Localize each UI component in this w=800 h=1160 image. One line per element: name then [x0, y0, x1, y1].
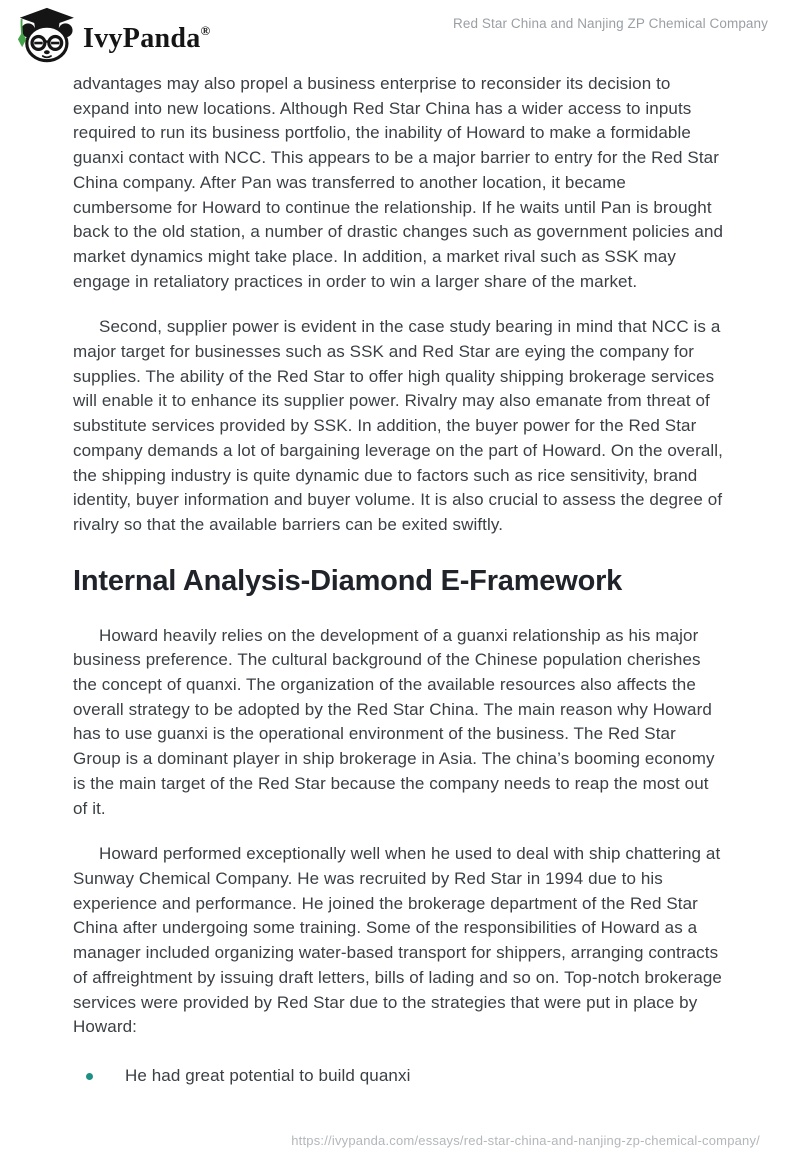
document-title: Red Star China and Nanjing ZP Chemical Company	[452, 16, 768, 31]
paragraph: Howard heavily relies on the development of a guanxi relationship as his major business preference. The cultural background of the Chinese population cherishes the concept of quanxi. The organization of the available resources also affects the overall strategy to be adopted by the Red Star China. The main reason why Howard has to use guanxi is the operational environment of the business. The Red Star Group is a dominant player in ship brokerage in Asia. The china’s booming economy is the main target of the Red Star because the company needs to reap the most out of it.	[73, 625, 715, 818]
brand-wordmark	[83, 18, 211, 53]
bullet-list	[73, 1064, 727, 1089]
essay-body	[73, 72, 727, 1103]
paragraph: Howard performed exceptionally well when he used to deal with ship chattering at Sunway Chemical Company. He was recruited by Red Star in 1994 due to his experience and performance. He joined the brokerage department of the Red Star China after undergoing some training. Some of the responsibilities of Howard as a manager included organizing water-based transport for shippers, arranging contracts of affreightment by issuing draft letters, bills of lading and so on. Top-notch brokerage services were provided by Red Star due to the strategies that were put in place by Howard:	[73, 844, 722, 1037]
list-item-text: He had great potential to build quanxi	[125, 1065, 411, 1085]
section-heading: Internal Analysis-Diamond E-Framework	[73, 564, 623, 597]
list-item	[73, 1064, 727, 1089]
page-header	[0, 0, 800, 66]
brand-name: IvyPanda	[83, 22, 201, 54]
panda-graduate-icon	[14, 7, 76, 63]
paragraph: advantages may also propel a business enterprise to reconsider its decision to expand into new locations. Although Red Star China has a wider access to inputs required to run its business portfolio, the inability of Howard to make a formidable guanxi contact with NCC. This appears to be a major barrier to entry for the Red Star China company. After Pan was transferred to another location, it became cumbersome for Howard to continue the relationship. If he waits until Pan is brought back to the old station, a number of drastic changes such as government policies and market dynamics might take place. In addition, a market rival such as SSK may engage in retaliatory practices in order to win a larger share of the market.	[73, 74, 724, 291]
ivypanda-logo	[14, 7, 211, 63]
page-footer	[291, 1133, 760, 1148]
bullet-marker	[86, 1073, 93, 1080]
registered-trademark-symbol: ®	[200, 22, 211, 38]
source-url[interactable]: https://ivypanda.com/essays/red-star-china-and-nanjing-zp-chemical-company/	[291, 1133, 760, 1148]
paragraph: Second, supplier power is evident in the case study bearing in mind that NCC is a major target for businesses such as SSK and Red Star are eying the company for supplies. The ability of the Red Star to offer high quality shipping brokerage services will enable it to enhance its supplier power. Rivalry may also emanate from threat of substitute services provided by SSK. In addition, the buyer power for the Red Star company demands a lot of bargaining leverage on the part of Howard. On the overall, the shipping industry is quite dynamic due to factors such as rice sensitivity, brand identity, buyer information and buyer volume. It is also crucial to assess the degree of rivalry so that the available barriers can be exited swiftly.	[73, 317, 723, 534]
